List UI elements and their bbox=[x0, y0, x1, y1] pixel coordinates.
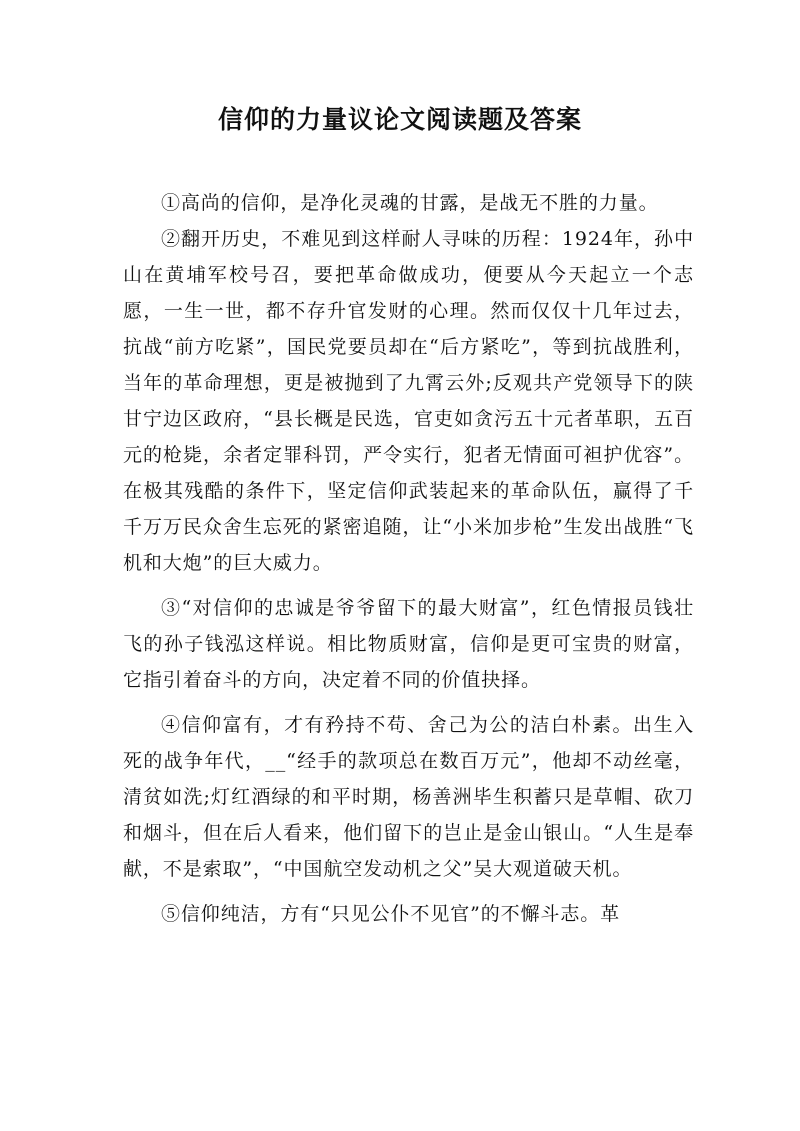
paragraph-1: ①高尚的信仰，是净化灵魂的甘露，是战无不胜的力量。 bbox=[161, 192, 659, 214]
document-title: 信仰的力量议论文阅读题及答案 bbox=[217, 105, 582, 134]
paragraph-5: ⑤信仰纯洁，方有“只见公仆不见官”的不懈斗志。革 bbox=[161, 903, 621, 925]
document-body bbox=[123, 185, 694, 932]
paragraph-4: ④信仰富有，才有矜持不苟、舍己为公的洁白朴素。出生入死的战争年代，__“经手的款项总在数百万元”，他却不动丝毫，清贫如洗;灯红酒绿的和平时期，杨善洲毕生积蓄只是草帽、砍刀和烟斗，但在后人看来，他们留下的岂止是金山银山。“人生是奉献，不是索取”，“中国航空发动机之父”吴大观道破天机。 bbox=[123, 714, 694, 880]
paragraph-3: ③“对信仰的忠诚是爷爷留下的最大财富”，红色情报员钱壮飞的孙子钱泓这样说。相比物质财富，信仰是更可宝贵的财富，它指引着奋斗的方向，决定着不同的价值抉择。 bbox=[123, 597, 694, 691]
paragraph-2: ②翻开历史，不难见到这样耐人寻味的历程：1924年，孙中山在黄埔军校号召，要把革命做成功，便要从今天起立一个志愿，一生一世，都不存升官发财的心理。然而仅仅十几年过去，抗战“前方吃紧”，国民党要员却在“后方紧吃”，等到抗战胜利，当年的革命理想，更是被抛到了九霄云外;反观共产党领导下的陕甘宁边区政府，“县长概是民选，官吏如贪污五十元者革职，五百元的枪毙，余者定罪科罚，严令实行，犯者无情面可袒护优容”。在极其残酷的条件下，坚定信仰武装起来的革命队伍，赢得了千千万万民众舍生忘死的紧密追随，让“小米加步枪”生发出战胜“飞机和大炮”的巨大威力。 bbox=[123, 228, 694, 574]
